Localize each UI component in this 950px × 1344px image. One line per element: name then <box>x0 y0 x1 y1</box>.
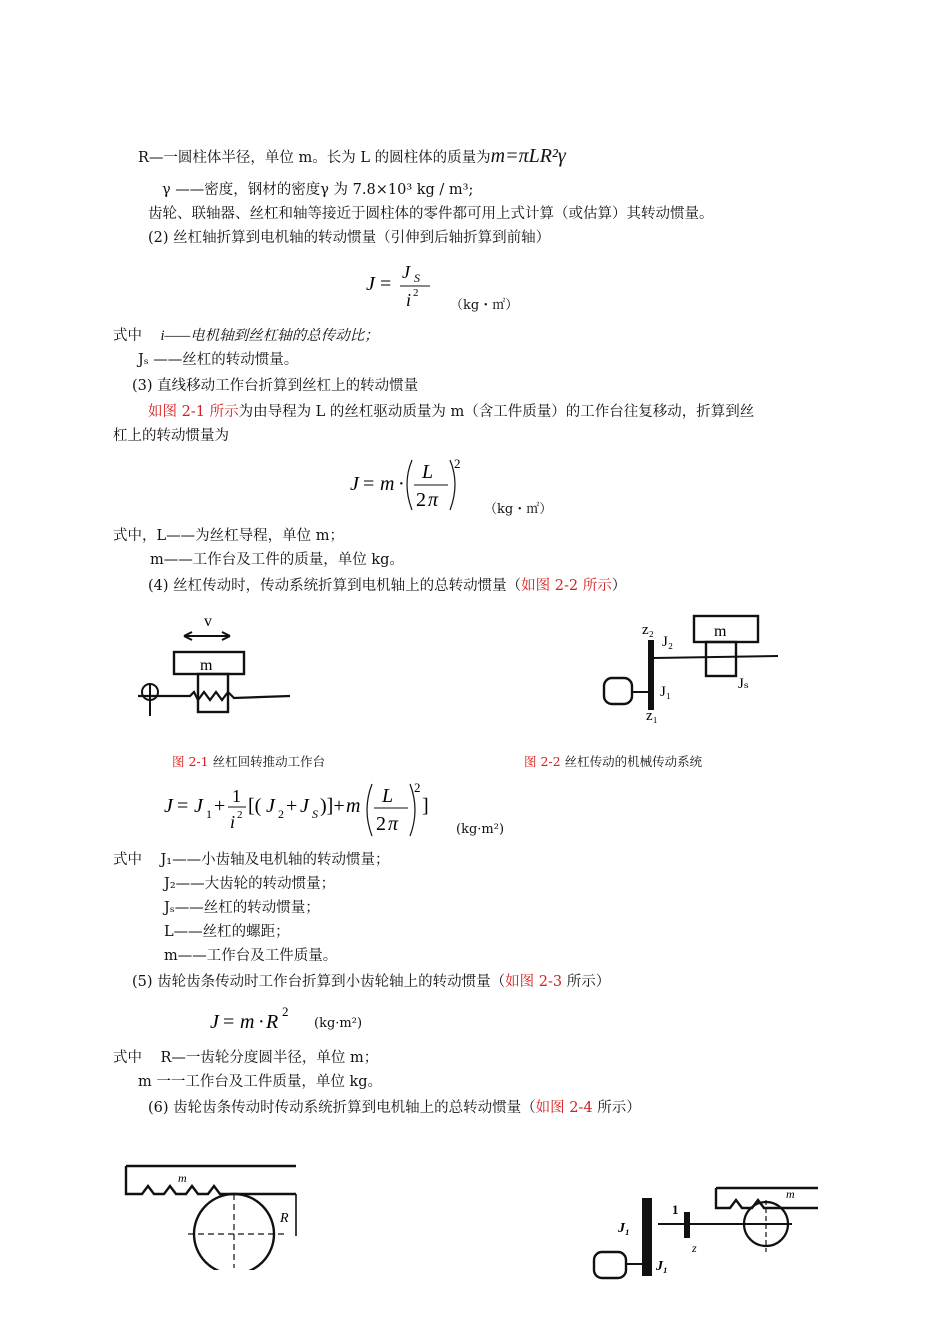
fig4-m-label: m <box>786 1187 795 1201</box>
item-6-close: 所示） <box>592 1100 641 1116</box>
where-3-js: Jₛ——丝杠的转动惯量； <box>164 900 320 916</box>
r-definition <box>138 146 566 168</box>
fig3-r-label: R <box>280 1211 289 1226</box>
item-5-close: 所示） <box>562 974 611 990</box>
svg-text:m: m <box>240 1011 255 1033</box>
svg-text:J: J <box>210 1011 219 1033</box>
item-4-text: (4) 丝杠传动时，传动系统折算到电机轴上的总转动惯量（ <box>148 578 522 594</box>
svg-text:2: 2 <box>454 456 461 471</box>
figure-2-1 <box>134 610 294 722</box>
formula-total-inertia <box>160 778 440 842</box>
fig4-j1a-label: J₁ <box>618 1221 630 1236</box>
fig2-js-label: Jₛ <box>738 676 749 692</box>
fig4-one-label: 1 <box>672 1202 679 1217</box>
where-4-m: m 一一工作台及工件质量，单位 kg。 <box>138 1074 383 1090</box>
svg-text:π: π <box>428 489 439 511</box>
svg-text:+: + <box>286 795 298 817</box>
fig1-m-label: m <box>200 657 213 674</box>
formula-2-unit: （kg・㎡） <box>484 502 553 517</box>
formula-4-unit: (kg·m²) <box>314 1016 363 1031</box>
svg-text:L: L <box>422 461 434 483</box>
fig-2-4-ref: 如图 2-4 <box>535 1100 593 1116</box>
item-4-heading <box>148 576 626 596</box>
figure-2-2 <box>598 612 788 724</box>
svg-text:J: J <box>300 795 309 817</box>
item-3-heading: (3) 直线移动工作台折算到丝杠上的转动惯量 <box>132 378 419 394</box>
svg-text:2: 2 <box>376 813 386 835</box>
r-definition-text: R—一圆柱体半径，单位 m。长为 L 的圆柱体的质量为 <box>138 150 491 166</box>
svg-text:=: = <box>223 1011 235 1033</box>
fig-2-3-ref: 如图 2-3 <box>505 974 563 990</box>
item-2-heading: (2) 丝杠轴折算到电机轴的转动惯量（引伸到后轴折算到前轴） <box>148 230 551 246</box>
where-3-prefix: 式中 <box>113 852 142 868</box>
where-1-js: Jₛ ——丝杠的转动惯量。 <box>138 352 299 368</box>
fig1-v-label: v <box>204 613 212 630</box>
figure-2-4 <box>588 1178 828 1288</box>
where-3-j2: J₂——大齿轮的转动惯量； <box>164 876 336 892</box>
svg-text:R: R <box>266 1011 279 1033</box>
item-6-heading <box>148 1098 641 1118</box>
svg-text:2: 2 <box>278 807 284 821</box>
where-2-m: m——工作台及工件的质量，单位 kg。 <box>150 552 404 568</box>
svg-text:·: · <box>258 1011 265 1033</box>
svg-text:π: π <box>388 813 399 835</box>
svg-text:i: i <box>230 812 236 832</box>
where-1-i-text: i——电机轴到丝杠轴的总传动比； <box>160 328 379 344</box>
svg-text:2: 2 <box>414 780 421 795</box>
svg-text:i: i <box>406 290 412 310</box>
fig2-m-label: m <box>714 623 727 640</box>
svg-text:J: J <box>350 473 359 495</box>
svg-text:]: ] <box>422 795 429 817</box>
where-4-r <box>113 1048 378 1068</box>
where-4-prefix: 式中 <box>113 1050 142 1066</box>
svg-text:J: J <box>402 262 410 282</box>
item-4-close: ） <box>611 578 627 594</box>
svg-text:2: 2 <box>282 1004 289 1019</box>
where-3-j1-text: J₁——小齿轴及电机轴的转动惯量； <box>160 852 390 868</box>
fig-2-1-ref: 如图 2-1 所示 <box>148 404 239 420</box>
svg-text:S: S <box>414 271 420 285</box>
item-5-heading <box>132 972 610 992</box>
where-3-m: m——工作台及工件质量。 <box>164 948 338 964</box>
fig2-z2-label: z₂ <box>642 622 654 638</box>
where-prefix: 式中 <box>113 328 142 344</box>
caption-fig-2-1-num: 图 2-1 <box>172 754 209 769</box>
svg-text:m: m <box>380 473 395 495</box>
where-1-i <box>113 326 379 346</box>
figure-2-3 <box>120 1160 310 1270</box>
gamma-definition: γ ——密度，钢材的密度γ 为 7.8×10³ kg / m³; <box>162 182 474 198</box>
formula-1-unit: （kg・㎡） <box>450 298 519 313</box>
where-4-r-text: R—一齿轮分度圆半径，单位 m； <box>160 1050 379 1066</box>
svg-text:[(: [( <box>248 795 262 817</box>
formula-3-unit: (kg·m²) <box>456 822 505 837</box>
formula-j-m-l-over-2pi <box>346 452 476 516</box>
fig-2-2-ref: 如图 2-2 所示 <box>521 578 612 594</box>
svg-text:=: = <box>363 473 375 495</box>
para-3 <box>148 402 754 422</box>
svg-text:2: 2 <box>413 287 419 299</box>
svg-text:+: + <box>214 795 226 817</box>
formula-j-js-over-i2 <box>362 256 442 312</box>
svg-text:2: 2 <box>416 489 426 511</box>
mass-formula: m=πLR²γ <box>490 145 566 167</box>
svg-text:=: = <box>177 795 189 817</box>
para-3-text: 为由导程为 L 的丝杠驱动质量为 m（含工件质量）的工作台往复移动，折算到丝 <box>238 404 755 420</box>
svg-text:m: m <box>346 795 361 817</box>
caption-fig-2-2 <box>524 752 702 770</box>
where-2-l: 式中，L——为丝杠导程，单位 m； <box>113 528 344 544</box>
svg-text:2: 2 <box>237 809 243 821</box>
caption-fig-2-2-text: 丝杠传动的机械传动系统 <box>560 754 703 769</box>
formula-j-m-r2 <box>206 1002 306 1038</box>
parts-note: 齿轮、联轴器、丝杠和轴等接近于圆柱体的零件都可用上式计算（或估算）其转动惯量。 <box>148 206 714 222</box>
item-5-text: (5) 齿轮齿条传动时工作台折算到小齿轮轴上的转动惯量（ <box>132 974 506 990</box>
svg-text:L: L <box>382 785 394 807</box>
fig4-z-label: z <box>692 1241 697 1255</box>
para-3-cont: 杠上的转动惯量为 <box>113 428 229 444</box>
fig4-j1b-label: J₁ <box>656 1259 668 1274</box>
fig3-m-label: m <box>178 1171 187 1185</box>
svg-text:J: J <box>266 795 275 817</box>
svg-text:1: 1 <box>206 807 212 821</box>
caption-fig-2-1 <box>172 752 325 770</box>
svg-text:1: 1 <box>232 786 241 806</box>
fig2-z1-label: z₁ <box>646 708 658 724</box>
where-3-j1 <box>113 850 390 870</box>
svg-text:J: J <box>194 795 203 817</box>
fig2-j1-label: J₁ <box>660 684 672 700</box>
svg-text:)]+: )]+ <box>320 795 345 817</box>
svg-text:J: J <box>366 273 375 295</box>
svg-text:J: J <box>164 795 173 817</box>
where-3-l: L——丝杠的螺距； <box>164 924 290 940</box>
fig2-j2-label: J₂ <box>662 634 674 650</box>
svg-text:S: S <box>312 807 318 821</box>
caption-fig-2-1-text: 丝杠回转推动工作台 <box>208 754 326 769</box>
svg-text:=: = <box>380 273 392 295</box>
svg-text:·: · <box>398 473 405 495</box>
item-6-text: (6) 齿轮齿条传动时传动系统折算到电机轴上的总转动惯量（ <box>148 1100 536 1116</box>
caption-fig-2-2-num: 图 2-2 <box>524 754 561 769</box>
